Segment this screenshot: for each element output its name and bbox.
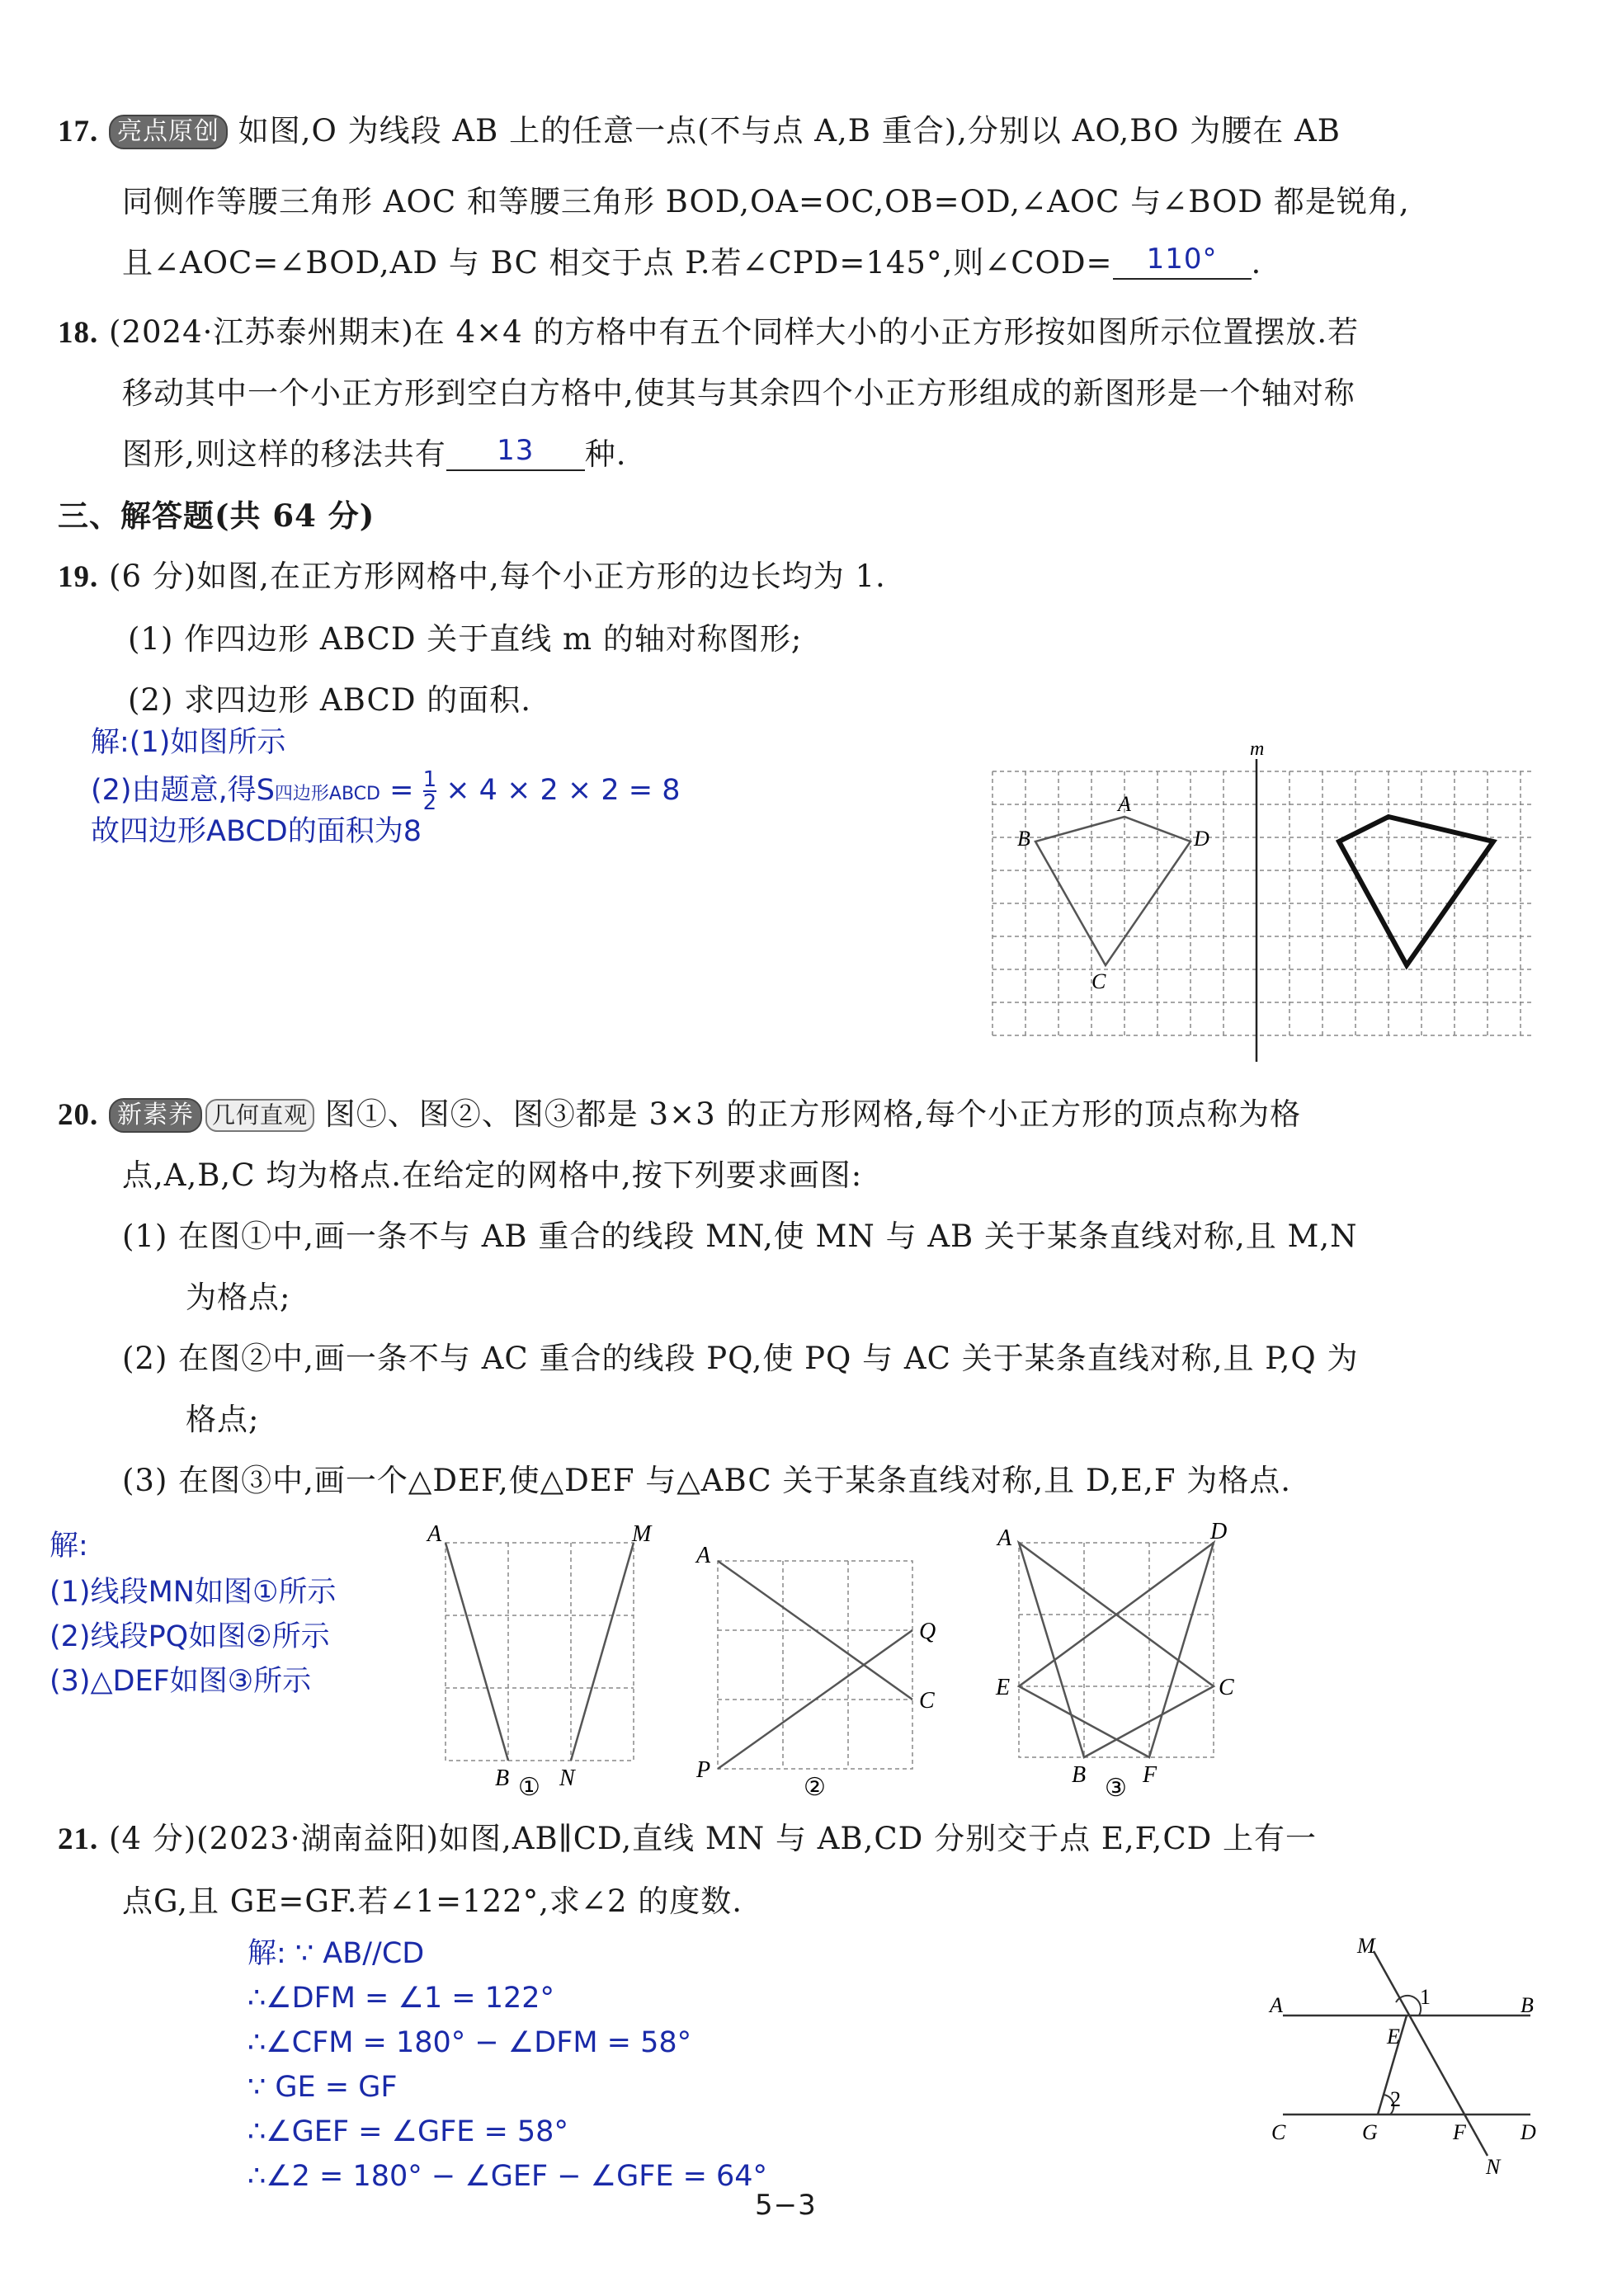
fig1-label-a: A [427, 1521, 442, 1547]
q20-line1: 20. 新素养 几何直观 图①、图②、图③都是 3×3 的正方形网格,每个小正方形的顶点称为格 [58, 1096, 1302, 1132]
section-title: 三、解答题(共 64 分) [58, 497, 375, 534]
fig3-triangle-def [1019, 1543, 1214, 1757]
fig3-label-f: F [1143, 1762, 1157, 1788]
q18-line1: 18. (2024·江苏泰州期末)在 4×4 的方格中有五个同样大小的小正方形按如图所示位置摆放.若 [58, 314, 1360, 350]
fig1-label-m: M [632, 1521, 652, 1547]
q19-part2: (2) 求四边形 ABCD 的面积. [128, 682, 532, 718]
q17-text1: 如图,O 为线段 AB 上的任意一点(不与点 A,B 重合),分别以 AO,BO 为腰在 AB [238, 113, 1341, 149]
q18-answer: 13 [446, 431, 585, 471]
q19-label-c: C [1091, 969, 1106, 993]
q21-label-g: G [1362, 2120, 1378, 2144]
q17-tag: 亮点原创 [109, 115, 228, 149]
q20-p3: (3) 在图③中,画一个△DEF,使△DEF 与△ABC 关于某条直线对称,且 D,E,F 为格点. [122, 1463, 1292, 1498]
q21-label-2: 2 [1390, 2087, 1401, 2111]
fig3-triangle-abc [1019, 1543, 1214, 1757]
fig2-grid [718, 1561, 912, 1769]
q21-line2: 点G,且 GE=GF.若∠1=122°,求∠2 的度数. [122, 1883, 743, 1919]
q20-p1b: 为格点; [186, 1280, 291, 1315]
q21-label-e: E [1387, 2025, 1400, 2048]
q19-label-a: A [1118, 792, 1131, 816]
q20-sol2: (2)线段PQ如图②所示 [50, 1620, 330, 1653]
q19-part1: (1) 作四边形 ABCD 关于直线 m 的轴对称图形; [128, 621, 803, 657]
q21-line-mn [1374, 1951, 1487, 2156]
q17-number: 17. [58, 115, 99, 149]
q20-p1a: (1) 在图①中,画一条不与 AB 重合的线段 MN,使 MN 与 AB 关于某条直线对称,且 M,N [122, 1219, 1358, 1254]
q20-tag2: 几何直观 [205, 1099, 314, 1132]
fig2-label-c: C [919, 1688, 935, 1714]
q21-label-c: C [1271, 2120, 1286, 2144]
q18-line2: 移动其中一个小正方形到空白方格中,使其与其余四个小正方形组成的新图形是一个轴对称 [122, 375, 1355, 411]
q19-label-b: B [1017, 827, 1030, 851]
fig1-segment-ab [446, 1543, 508, 1761]
fig3-label-b: B [1072, 1762, 1087, 1788]
fig3-grid [1019, 1543, 1214, 1757]
q20-p2a: (2) 在图②中,画一条不与 AC 重合的线段 PQ,使 PQ 与 AC 关于某条直线对称,且 P,Q 为 [122, 1341, 1359, 1376]
q21-label-f: F [1453, 2120, 1466, 2144]
q21-sol-0: 解: ∵ AB//CD [248, 1937, 425, 1970]
q21-label-n: N [1486, 2155, 1501, 2179]
q21-sol-5: ∴∠2 = 180° − ∠GEF − ∠GFE = 64° [248, 2160, 768, 2193]
q21-sol-2: ∴∠CFM = 180° − ∠DFM = 58° [248, 2026, 692, 2059]
q21-sol-4: ∴∠GEF = ∠GFE = 58° [248, 2115, 568, 2148]
q20-figure-2 [685, 1535, 957, 1799]
q20-figure-1 [413, 1518, 660, 1799]
q19-quad-reflected [1339, 817, 1493, 965]
q19-fraction: $\frac{1}{2}$ [422, 767, 437, 815]
page-number: 5−3 [755, 2189, 817, 2222]
q20-sol1: (1)线段MN如图①所示 [50, 1576, 337, 1609]
q19-grid [992, 771, 1535, 1035]
fig1-caption: ① [518, 1774, 540, 1799]
q20-p2b: 格点; [186, 1402, 260, 1437]
q21-line1: 21. (4 分)(2023·湖南益阳)如图,AB∥CD,直线 MN 与 AB,CD 分别交于点 E,F,CD 上有一 [58, 1821, 1318, 1856]
q19-label-d: D [1194, 827, 1209, 851]
fig2-caption: ② [804, 1774, 826, 1799]
fig1-label-b: B [495, 1766, 510, 1791]
q21-sol-1: ∴∠DFM = ∠1 = 122° [248, 1982, 555, 2015]
fig3-label-e: E [996, 1675, 1011, 1700]
q20-sol3: (3)△DEF如图③所示 [50, 1665, 312, 1698]
q20-line2: 点,A,B,C 均为格点.在给定的网格中,按下列要求画图: [122, 1157, 863, 1193]
fig1-grid [446, 1543, 634, 1761]
q17-answer: 110° [1113, 240, 1252, 280]
q21-label-1: 1 [1420, 1985, 1431, 2009]
q21-label-m: M [1357, 1935, 1375, 1958]
q19-sol3: 故四边形ABCD的面积为8 [91, 815, 422, 848]
q21-label-d: D [1520, 2120, 1536, 2144]
q20-tag1: 新素养 [109, 1098, 202, 1133]
q18-line3: 图形,则这样的移法共有 13 种. [122, 436, 627, 476]
fig3-caption: ③ [1105, 1775, 1127, 1799]
q21-label-b: B [1520, 1993, 1534, 2017]
q20-figure-3 [986, 1514, 1258, 1799]
q19-line1: 19. (6 分)如图,在正方形网格中,每个小正方形的边长均为 1. [58, 559, 886, 594]
q19-figure [986, 738, 1543, 1073]
q19-sol1: 解:(1)如图所示 [91, 726, 286, 759]
q17-line3: 且∠AOC=∠BOD,AD 与 BC 相交于点 P.若∠CPD=145°,则∠COD= 110° . [122, 244, 1261, 285]
fig2-label-a: A [696, 1543, 711, 1568]
q19-label-m: m [1250, 738, 1265, 760]
fig2-label-p: P [696, 1757, 711, 1783]
fig3-label-d: D [1210, 1519, 1228, 1544]
q19-sol2: (2)由题意,得S四边形ABCD = $\frac{1}{2}$ × 4 × 2 × 2 = 8 [91, 767, 681, 815]
q17-line2: 同侧作等腰三角形 AOC 和等腰三角形 BOD,OA=OC,OB=OD,∠AOC 与∠BOD 都是锐角, [122, 184, 1410, 219]
q17-line1 [58, 112, 1341, 151]
q21-figure [1258, 1935, 1547, 2190]
fig3-label-a: A [997, 1525, 1012, 1551]
q21-sol-3: ∵ GE = GF [248, 2071, 398, 2104]
q21-label-a: A [1270, 1993, 1283, 2017]
fig1-label-n: N [559, 1766, 575, 1791]
fig1-segment-mn [571, 1543, 634, 1761]
fig3-label-c: C [1219, 1675, 1234, 1700]
fig2-label-q: Q [919, 1619, 936, 1644]
q20-sol0: 解: [50, 1530, 88, 1563]
